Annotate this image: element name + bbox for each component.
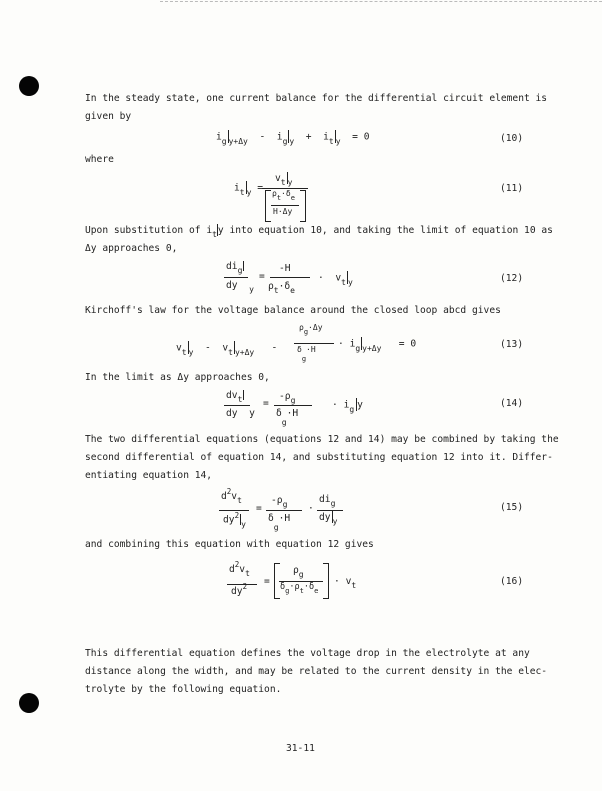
equation-number-10: (10) [500, 133, 524, 144]
equation-16-equals: = [264, 576, 270, 587]
equation-12-rhs-den: $\rho_t\cdot\delta_e$ [268, 281, 295, 295]
equation-15-dig-den: dy $_y$ [319, 512, 338, 526]
page-number: 31-11 [286, 743, 315, 754]
equation-11-lhs: $i_t$ $_y$ = [234, 182, 263, 197]
equation-12-den: dy $_y$ [226, 280, 254, 294]
equation-16-inner-den: $\delta_g\cdot\rho_t\cdot\delta_e$ [280, 582, 319, 595]
equation-13-frac-den: δg·H [297, 345, 316, 363]
equation-16-fraction-bar [227, 584, 257, 585]
equation-14-den: dy y [226, 408, 255, 419]
equation-13-frac-bar [294, 343, 334, 344]
equation-14-fraction-bar [224, 405, 250, 406]
paragraph-7-line-1: This differential equation defines the voltage drop in the electrolyte at any [85, 648, 530, 659]
equation-16-inner-num: $\rho_g$ [293, 565, 304, 579]
equation-15-rhs-num: $-\rho_g$ [271, 495, 288, 509]
punch-hole-top [19, 76, 39, 96]
equation-13-lhs: $v_t$ $_y - v_t$ $_{y+\Delta y}$ - [176, 342, 278, 357]
equation-15-num: $d^2v_t$ [221, 487, 242, 505]
paragraph-6: and combining this equation with equation 12 gives [85, 539, 374, 550]
paragraph-1-line-1: In the steady state, one current balance for the differential circuit element is [85, 93, 548, 104]
equation-10: $i_g$ $_{y+\Delta y} - i_g$ $_y + i_t$ $_y$ = 0 [216, 131, 370, 146]
equation-16-num: $d^2v_t$ [229, 560, 250, 578]
equation-11-left-bracket [265, 190, 271, 222]
paragraph-1-line-2: given by [85, 111, 132, 122]
equation-16-vt: · $v_t$ [334, 576, 357, 590]
punch-hole-bottom [19, 693, 39, 713]
equation-11-inner-bar [271, 205, 299, 206]
page-top-edge [160, 1, 602, 2]
equation-15-dig-num: $di_g$ [319, 494, 336, 508]
equation-14-rhs-num: $-\rho_g$ [279, 391, 296, 405]
paragraph-5-line-1: The two differential equations (equations 12 and 14) may be combined by taking the [85, 434, 559, 445]
equation-number-11: (11) [500, 183, 524, 194]
equation-15-fraction-bar [219, 510, 249, 511]
equation-14-equals: = [263, 398, 269, 409]
equation-13-rhs: · $i_g$ $_{y+\Delta y}$ = 0 [338, 338, 417, 353]
equation-12-fraction-bar [224, 277, 248, 278]
equation-11-right-bracket [300, 190, 306, 222]
equation-16-right-bracket [323, 563, 329, 599]
equation-11-inner-numerator: ρt·δe [272, 189, 295, 202]
paragraph-7-line-2: distance along the width, and may be related to the current density in the elec- [85, 666, 548, 677]
equation-12-rhs-bar [270, 277, 310, 278]
equation-15-rhs-bar [266, 510, 302, 511]
equation-number-12: (12) [500, 273, 524, 284]
equation-14-ig: · $i_g$ y [332, 399, 363, 414]
equation-11-numerator: $v_t$ $_y$ [275, 173, 293, 187]
equation-15-rhs-den: $\delta_g\cdot H$ [268, 513, 291, 532]
equation-15-equals: = [256, 503, 262, 514]
equation-14-rhs-den: $\delta_g\cdot H$ [276, 408, 299, 427]
equation-number-16: (16) [500, 576, 524, 587]
paragraph-5-line-2: second differential of equation 14, and substituting equation 12 into it. Differ- [85, 452, 553, 463]
equation-15-dot: · [308, 503, 314, 514]
paragraph-2-line-1: Upon substitution of $i_ty$ into equation 10, and taking the limit of equation 10 as [85, 225, 553, 239]
equation-14-rhs-bar [274, 405, 312, 406]
equation-12-equals: = [259, 271, 265, 282]
equation-12-vt: · $v_t$ $_y$ [318, 272, 353, 287]
equation-14-num: $dv_t$ [226, 390, 243, 404]
equation-16-den: $dy^2$ [231, 582, 248, 597]
equation-12-rhs-num: -H [279, 263, 291, 274]
paragraph-5-line-3: entiating equation 14, [85, 470, 213, 481]
paragraph-7-line-3: trolyte by the following equation. [85, 684, 282, 695]
equation-11-inner-denominator: H·Δy [273, 207, 293, 216]
equation-12-num: $di_g$ [226, 261, 243, 275]
paragraph-2-line-2: Δy approaches 0, [85, 243, 178, 254]
equation-13-frac-num: ρg·Δy [299, 323, 323, 336]
equation-number-15: (15) [500, 502, 524, 513]
where-label: where [85, 154, 114, 165]
equation-15-den: $dy^2_y$ [223, 510, 246, 529]
equation-number-13: (13) [500, 339, 524, 350]
equation-number-14: (14) [500, 398, 524, 409]
paragraph-4: In the limit as Δy approaches 0, [85, 372, 270, 383]
paragraph-3: Kirchoff's law for the voltage balance around the closed loop abcd gives [85, 305, 501, 316]
